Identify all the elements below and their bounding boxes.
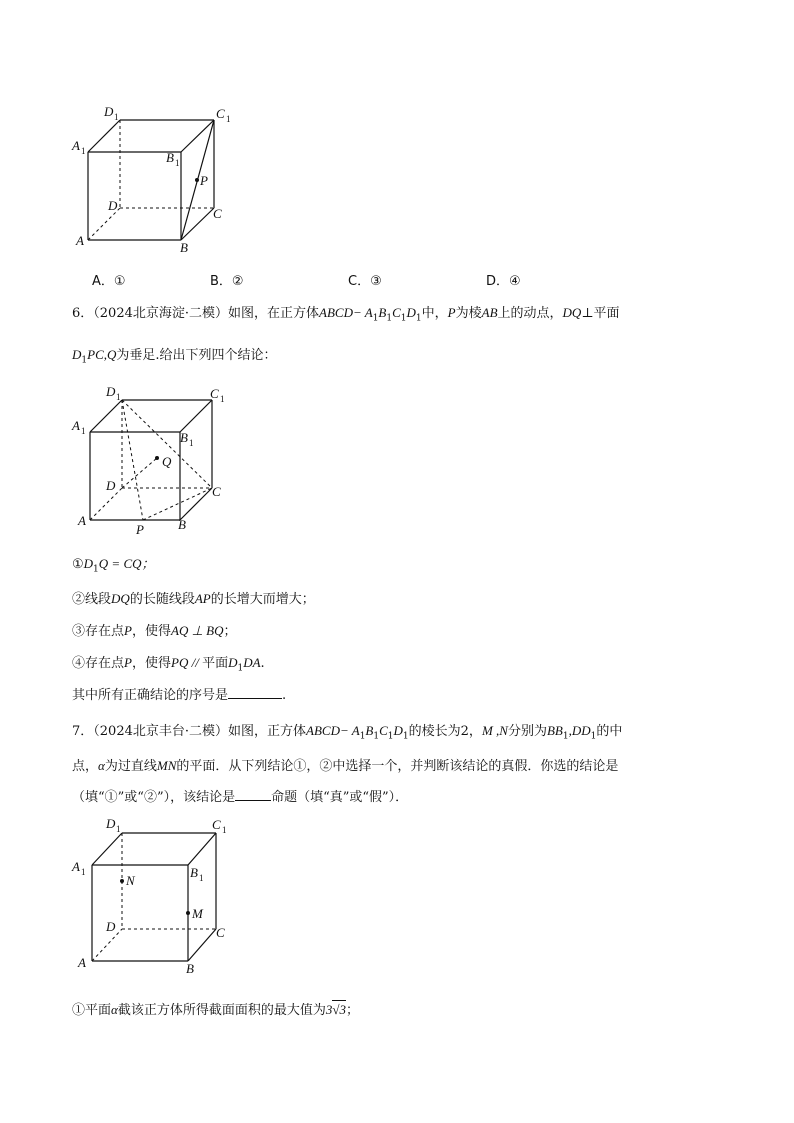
option-d: D．④ bbox=[486, 274, 521, 289]
svg-text:1: 1 bbox=[116, 392, 121, 402]
option-c: C．③ bbox=[348, 274, 382, 289]
point-q bbox=[155, 456, 159, 460]
label-b1: B bbox=[166, 150, 174, 165]
svg-text:1: 1 bbox=[114, 112, 119, 122]
label-d: D bbox=[108, 198, 118, 213]
svg-text:1: 1 bbox=[222, 825, 227, 835]
svg-text:P: P bbox=[136, 522, 144, 537]
label-a: A bbox=[76, 233, 84, 248]
label-c: C bbox=[213, 206, 222, 221]
option-b: B．② bbox=[210, 274, 244, 289]
q7-line1: 7．（2024北京丰台·二模）如图，正方体ABCD− $A_1B_1C_1D_1$的棱长为2，M ,N分别为$BB_1,DD_1$的中 bbox=[72, 723, 623, 742]
q6-statement-2: ②线段DQ的长随线段AP的长增大而增大； bbox=[72, 591, 315, 607]
svg-text:Q: Q bbox=[162, 454, 172, 469]
answer-blank[interactable] bbox=[235, 788, 271, 801]
q6-statement-4: ④存在点P，使得PQ // 平面$D_1DA$. bbox=[72, 655, 265, 674]
q6-statement-3: ③存在点P，使得AQ ⊥ BQ； bbox=[72, 623, 237, 639]
svg-text:D: D bbox=[106, 919, 116, 934]
svg-text:1: 1 bbox=[81, 867, 86, 877]
svg-text:M: M bbox=[192, 906, 203, 921]
svg-text:B: B bbox=[190, 865, 198, 880]
svg-text:A: A bbox=[78, 955, 86, 970]
svg-text:C: C bbox=[212, 484, 221, 499]
svg-text:1: 1 bbox=[189, 438, 194, 448]
point-p bbox=[195, 178, 199, 182]
figure-cube-3 bbox=[70, 815, 250, 980]
q6-statement-1: $①D_1Q$ = CQ； bbox=[72, 556, 155, 575]
svg-text:1: 1 bbox=[220, 394, 225, 404]
svg-text:1: 1 bbox=[116, 824, 121, 834]
label-p: P bbox=[200, 173, 208, 188]
q7-statement-1: ①平面α截该正方体所得截面面积的最大值为3√3； bbox=[72, 1002, 360, 1018]
svg-text:C: C bbox=[210, 386, 219, 401]
svg-text:1: 1 bbox=[81, 426, 86, 436]
q7-line3: （填“①”或“②”），该结论是 命题（填“真”或“假”）． bbox=[72, 790, 409, 805]
svg-text:N: N bbox=[126, 873, 135, 888]
figure-cube-1 bbox=[70, 100, 250, 260]
svg-text:D: D bbox=[106, 816, 116, 831]
point-n bbox=[120, 879, 124, 883]
answer-blank[interactable] bbox=[228, 686, 282, 699]
svg-text:A: A bbox=[72, 418, 80, 433]
svg-text:1: 1 bbox=[226, 114, 231, 124]
q6-ask: 其中所有正确结论的序号是 . bbox=[72, 688, 287, 703]
q6-line1: 6．（2024北京海淀·二模）如图，在正方体ABCD− $A_1B_1C_1D_1$中，P为棱AB上的动点，DQ⊥平面 bbox=[72, 305, 620, 324]
svg-text:A: A bbox=[72, 859, 80, 874]
svg-text:B: B bbox=[178, 517, 186, 532]
option-a: A．① bbox=[92, 274, 126, 289]
svg-text:C: C bbox=[212, 817, 221, 832]
label-b: B bbox=[180, 240, 188, 255]
svg-text:C: C bbox=[216, 925, 225, 940]
label-c1: C bbox=[216, 106, 225, 121]
svg-text:D: D bbox=[106, 478, 116, 493]
figure-cube-2 bbox=[70, 380, 250, 540]
point-m bbox=[186, 911, 190, 915]
svg-text:B: B bbox=[186, 961, 194, 976]
svg-text:D: D bbox=[106, 384, 116, 399]
svg-text:1: 1 bbox=[199, 873, 204, 883]
svg-text:1: 1 bbox=[81, 146, 86, 156]
label-d1: D bbox=[104, 104, 114, 119]
svg-text:B: B bbox=[180, 430, 188, 445]
label-a1: A bbox=[72, 138, 80, 153]
q6-line2: $D_1PC,Q$为垂足.给出下列四个结论： bbox=[72, 347, 277, 366]
svg-text:1: 1 bbox=[175, 158, 180, 168]
svg-text:A: A bbox=[78, 513, 86, 528]
q7-line2: 点，α为过直线MN的平面．从下列结论①，②中选择一个，并判断该结论的真假．你选的结论是 bbox=[72, 758, 619, 774]
